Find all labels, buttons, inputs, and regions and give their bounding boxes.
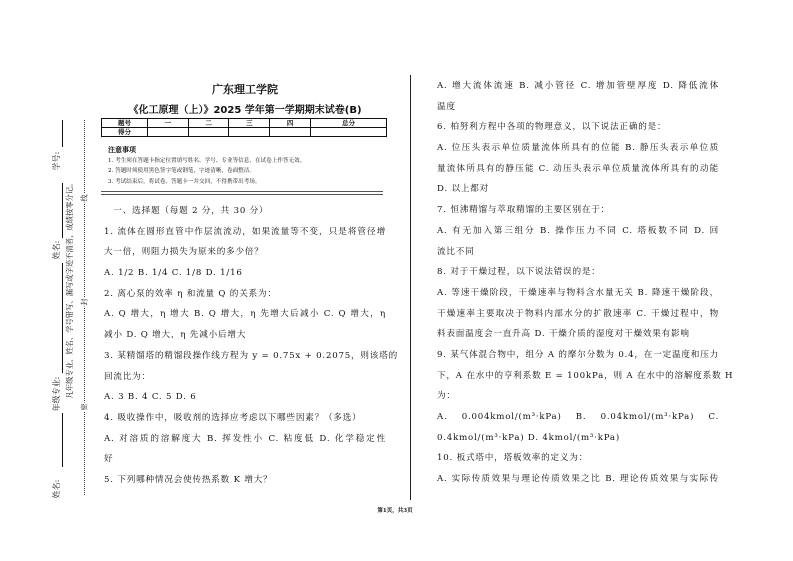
- binding-notice: 凡年级专业、姓名、学号错写、漏写或字迹不清者，成绩按零分记。: [65, 179, 74, 399]
- question-line: 料表面温度会一直升高 D. 干燥介质的湿度对干燥效果有影响: [437, 329, 690, 340]
- question-line: A. 1/2 B. 1/4 C. 1/8 D. 1/16: [104, 268, 243, 279]
- question-line: 大一倍，则阻力损失为原来的多少倍？: [104, 247, 264, 258]
- fill-line: [62, 120, 63, 147]
- score-cell: [188, 128, 229, 137]
- name-label-bottom: 姓名:: [52, 479, 61, 499]
- score-cell: [310, 128, 386, 137]
- seal-char: 线: [80, 194, 89, 202]
- score-table-header: 四: [270, 119, 311, 128]
- score-table: [101, 118, 387, 137]
- student-id-label: 学号:: [52, 151, 61, 171]
- score-cell: [229, 128, 270, 137]
- question-line: A. 对溶质的溶解度大 B. 挥发性小 C. 粘度低 D. 化学稳定性: [104, 433, 386, 444]
- question-line: 1. 流体在圆形直管中作层流流动，如果流量等不变，只是将管径增: [104, 226, 386, 237]
- question-line: A. 0.004kmol/(m³·kPa) B. 0.04kmol/(m³·kPa) C.: [437, 412, 719, 422]
- question-line: 下，A 在水中的亨利系数 E = 100kPa，则 A 在水中的溶解度系数 H: [437, 370, 734, 381]
- page-number: 第1页，共3页: [377, 508, 413, 514]
- fill-line: [62, 263, 63, 373]
- question-line: 流比不同: [437, 246, 475, 257]
- exam-notes: [108, 145, 305, 187]
- school-name: 广东理工学院: [212, 83, 278, 96]
- double-divider: [101, 191, 383, 195]
- question-line: 8. 对于干燥过程，以下说法错误的是：: [437, 267, 601, 278]
- question-line: 好: [104, 454, 114, 465]
- question-line: 7. 恒沸精馏与萃取精馏的主要区别在于：: [437, 205, 611, 216]
- question-line: 9. 某气体混合物中，组分 A 的摩尔分数为 0.4，在一定温度和压力: [437, 349, 719, 360]
- question-line: A. 3 B. 4 C. 5 D. 6: [104, 392, 197, 403]
- notes-heading: 注意事项: [108, 146, 136, 154]
- score-cell: [270, 128, 311, 137]
- question-line: 3. 某精馏塔的精馏段操作线方程为 y = 0.75x + 0.2075，则该塔的: [104, 350, 398, 361]
- note-item: 1. 考生须在答题卡指定位置填写姓名、学号、专业等信息，在试卷上作答无效。: [108, 157, 306, 164]
- score-table-header: 题号: [102, 119, 148, 128]
- score-table-header: 总分: [310, 119, 386, 128]
- fill-line: [62, 183, 63, 238]
- score-cell: [148, 128, 189, 137]
- question-line: A. 增大流体流速 B. 减小管径 C. 增加管壁厚度 D. 降低流体: [437, 81, 719, 91]
- seal-dotted-line: [84, 120, 85, 495]
- name-label: 姓名:: [52, 240, 61, 260]
- question-line: 6. 柏努利方程中各项的物理意义，以下说法正确的是：: [437, 122, 667, 133]
- score-table-header: 一: [148, 119, 189, 128]
- score-table-header: 二: [188, 119, 229, 128]
- grade-major-label: 年级专业:: [52, 376, 61, 412]
- question-line: 5. 下列哪种情况会使传热系数 K 增大？: [104, 474, 273, 485]
- fill-line: [62, 413, 63, 467]
- question-line: 减小 D. Q 增大，η 先减小后增大: [104, 330, 247, 341]
- question-line: 一、选择题（每题 2 分，共 30 分）: [104, 206, 269, 216]
- question-line: A. 有无加入第三组分 B. 操作压力不同 C. 塔板数不同 D. 回: [437, 225, 719, 236]
- question-line: 为：: [437, 391, 456, 402]
- exam-title: 《化工原理（上）》2025 学年第一学期期末试卷(B): [128, 105, 362, 116]
- question-line: 温度: [437, 101, 456, 112]
- score-row-label: 得分: [102, 128, 148, 137]
- question-line: 4. 吸收操作中，吸收剂的选择应考虑以下哪些因素？（多选）: [104, 412, 362, 423]
- question-line: 0.4kmol/(m³·kPa) D. 4kmol/(m³·kPa): [437, 432, 620, 443]
- question-line: 2. 离心泵的效率 η 和流量 Q 的关系为：: [104, 288, 277, 299]
- question-line: 回流比为：: [104, 371, 151, 382]
- note-item: 2. 答题时须使用黑色签字笔或钢笔，字迹清晰，卷面整洁。: [108, 168, 255, 174]
- question-line: 干燥速率主要取决于物料内部水分的扩散速率 C. 干燥过程中，物: [437, 308, 719, 319]
- question-line: A. 等速干燥阶段，干燥速率与物料含水量无关 B. 降速干燥阶段，: [437, 287, 719, 298]
- question-line: D. 以上都对: [437, 184, 490, 195]
- question-line: A. Q 增大，η 增大 B. Q 增大，η 先增大后减小 C. Q 增大，η: [104, 309, 386, 320]
- question-line: A. 实际传质效果与理论传质效果之比 B. 理论传质效果与实际传: [437, 474, 719, 485]
- question-line: A. 位压头表示单位质量流体所具有的位能 B. 静压头表示单位质: [437, 143, 719, 154]
- right-column-questions: [437, 76, 734, 490]
- question-line: 量流体所具有的静压能 C. 动压头表示单位质量流体所具有的动能: [437, 163, 719, 174]
- seal-char: 封: [80, 298, 89, 306]
- note-item: 3. 考试结束后，将试卷、答题卡一并交回，不得携带出考场。: [108, 178, 261, 185]
- column-divider: [410, 75, 411, 500]
- seal-char: 密: [80, 403, 89, 411]
- score-table-header: 三: [229, 119, 270, 128]
- question-line: 10. 板式塔中，塔板效率的定义为：: [437, 453, 589, 464]
- left-column-questions: [104, 201, 398, 491]
